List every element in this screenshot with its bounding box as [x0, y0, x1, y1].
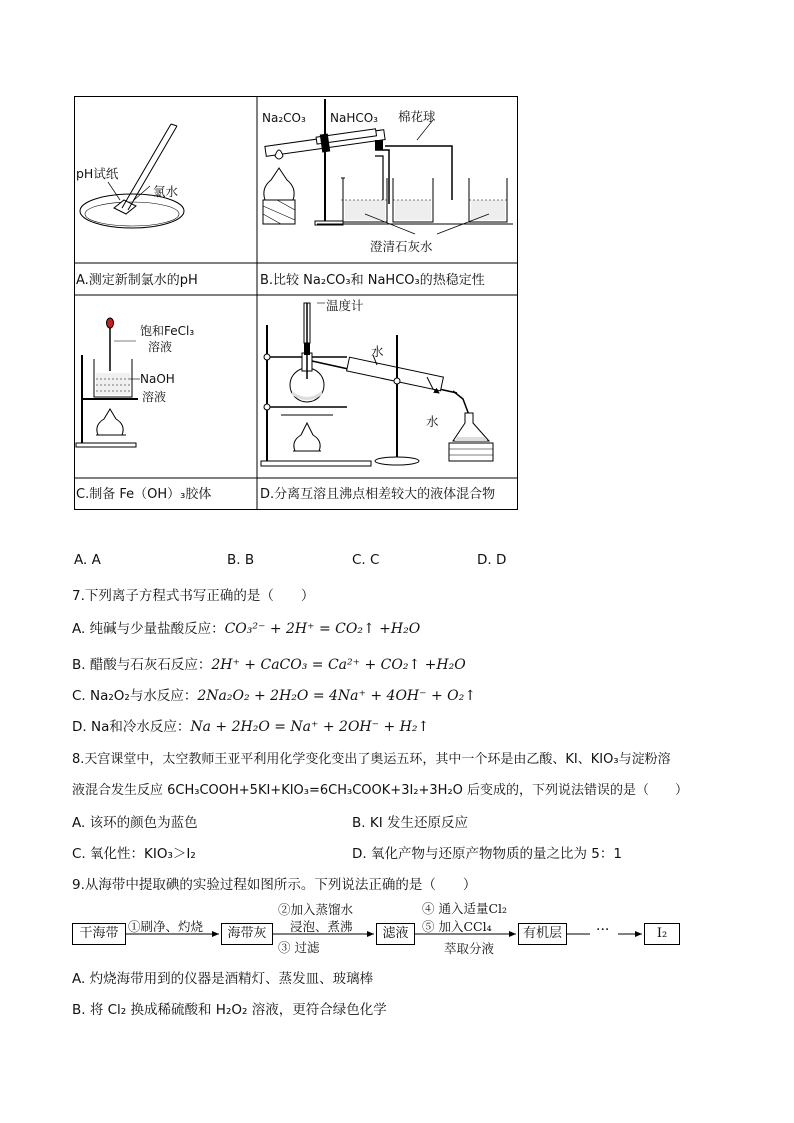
flow-step1: ①刷净、灼烧 [128, 919, 204, 934]
q6-option-c[interactable]: C. C [352, 552, 380, 568]
q7-option-d-equation: Na + 2H₂O = Na⁺ + 2OH⁻ + H₂↑ [190, 719, 430, 735]
q7-option-a-label: A. 纯碱与少量盐酸反应： [72, 621, 225, 637]
flow-box-filtrate: 滤液 [376, 923, 415, 945]
q8-stem-line1: 8.天宫课堂中，太空教师王亚平利用化学变化变出了奥运五环，其中一个环是由乙酸、KI、KIO₃与淀粉溶 [72, 752, 671, 767]
q7-option-a[interactable] [72, 617, 420, 637]
q7-stem: 7.下列离子方程式书写正确的是（ ） [72, 588, 315, 604]
flow-step2b: 浸泡、煮沸 [290, 919, 353, 934]
q6-option-d[interactable]: D. D [477, 552, 507, 568]
thermometer-label: 温度计 [326, 298, 364, 313]
na2co3-label: Na₂CO₃ [262, 111, 306, 125]
q6-option-a[interactable]: A. A [74, 552, 101, 568]
limewater-label: 澄清石灰水 [370, 239, 433, 254]
q8-option-c[interactable]: C. 氧化性：KIO₃＞I₂ [72, 846, 196, 862]
flow-step6: 萃取分液 [444, 941, 495, 956]
q7-option-c-label: C. Na₂O₂与水反应： [72, 688, 198, 704]
q8-option-d[interactable]: D. 氧化产物与还原产物物质的量之比为 5：1 [352, 846, 622, 862]
flow-box-iodine: I₂ [644, 923, 680, 945]
option-c-label: C.制备 Fe（OH）₃胶体 [76, 487, 212, 502]
q7-option-d[interactable] [72, 715, 429, 735]
fecl3-solution-label: 溶液 [148, 340, 173, 354]
apparatus-table [74, 96, 518, 510]
flow-step2a: ②加入蒸馏水 [278, 902, 354, 917]
water-in-label: 水 [371, 344, 384, 359]
q6-option-b[interactable]: B. B [227, 552, 255, 568]
q7-option-b-label: B. 醋酸与石灰石反应： [72, 657, 212, 673]
q7-option-c[interactable] [72, 684, 476, 704]
q7-option-d-label: D. Na和冷水反应： [72, 719, 191, 735]
q7-option-b-equation: 2H⁺ + CaCO₃ = Ca²⁺ + CO₂↑ +H₂O [211, 657, 466, 673]
q8-stem-line2: 液混合发生反应 6CH₃COOH+5KI+KIO₃=6CH₃COOK+3I₂+3H₂O 后变成的，下列说法错误的是（ ） [72, 783, 689, 798]
q7-option-b[interactable] [72, 653, 466, 673]
flow-dots: ··· [596, 922, 610, 938]
q9-option-a[interactable]: A. 灼烧海带用到的仪器是酒精灯、蒸发皿、玻璃棒 [72, 971, 374, 987]
q7-option-a-equation: CO₃²⁻ + 2H⁺ = CO₂↑ +H₂O [224, 621, 421, 637]
fecl3-label: 饱和FeCl₃ [140, 324, 195, 338]
naoh-label: NaOH [140, 372, 175, 386]
q9-option-b[interactable]: B. 将 Cl₂ 换成稀硫酸和 H₂O₂ 溶液，更符合绿色化学 [72, 1002, 387, 1018]
q8-option-a[interactable]: A. 该环的颜色为蓝色 [72, 815, 198, 831]
naoh-solution-label: 溶液 [142, 390, 167, 404]
q7-option-c-equation: 2Na₂O₂ + 2H₂O = 4Na⁺ + 4OH⁻ + O₂↑ [197, 688, 476, 704]
q8-option-b[interactable]: B. KI 发生还原反应 [352, 815, 468, 831]
distillation-figure [257, 295, 518, 478]
cotton-ball-label: 棉花球 [398, 109, 436, 124]
option-d-label: D.分离互溶且沸点相差较大的液体混合物 [260, 487, 496, 502]
flow-box-kelp-ash: 海带灰 [221, 923, 273, 945]
flow-box-dry-kelp: 干海带 [72, 923, 126, 945]
flow-box-organic-layer: 有机层 [518, 923, 567, 945]
option-b-label: B.比较 Na₂CO₃和 NaHCO₃的热稳定性 [260, 273, 485, 288]
q9-stem: 9.从海带中提取碘的实验过程如图所示。下列说法正确的是（ ） [72, 877, 477, 893]
water-out-label: 水 [426, 414, 439, 429]
chlorine-water-label: 氯水 [153, 184, 179, 199]
flow-step5: ⑤ 加入CCl₄ [422, 919, 492, 934]
flow-step3: ③ 过滤 [278, 940, 320, 955]
flow-step4: ④ 通入适量Cl₂ [422, 901, 508, 916]
iodine-extraction-flowchart [72, 896, 712, 958]
ph-paper-label: pH试纸 [76, 166, 119, 181]
option-a-label: A.测定新制氯水的pH [76, 273, 198, 288]
nahco3-label: NaHCO₃ [330, 111, 378, 125]
